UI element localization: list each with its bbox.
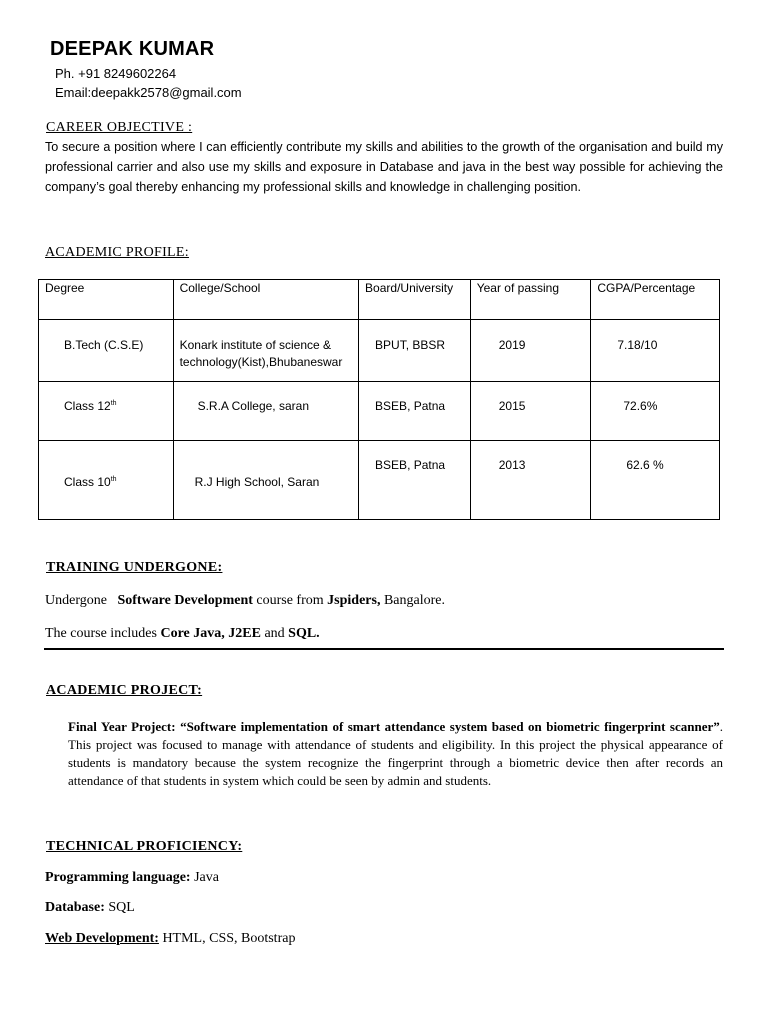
career-objective-heading: CAREER OBJECTIVE :	[46, 120, 193, 135]
candidate-name: DEEPAK KUMAR	[50, 38, 215, 60]
academic-profile-table	[38, 279, 720, 520]
college-cell: S.R.A College, saran	[197, 399, 309, 413]
table-header-row	[39, 280, 720, 320]
year-cell: 2015	[498, 399, 526, 413]
board-cell: BSEB, Patna	[375, 399, 446, 413]
career-objective-text: To secure a position where I can efficiently contribute my skills and abilities to the growth of the organisation and build my professional carrier and also use my skills and exposure in Database and java in the best way possible for achieving the company’s goal thereby enhancing my professional skills and knowledge in challenging position.	[45, 140, 723, 194]
college-cell: R.J High School, Saran	[194, 475, 320, 489]
section-divider	[44, 648, 724, 650]
degree-cell: Class 10th	[64, 475, 117, 489]
board-cell: BSEB, Patna	[375, 458, 446, 472]
degree-cell: B.Tech (C.S.E)	[64, 338, 144, 352]
column-header-college: College/School	[179, 281, 261, 295]
tech-item-web: Web Development: HTML, CSS, Bootstrap	[45, 931, 296, 946]
technical-proficiency-heading: TECHNICAL PROFICIENCY:	[46, 839, 243, 854]
column-header-board: Board/University	[365, 281, 454, 295]
academic-project-heading: ACADEMIC PROJECT:	[46, 683, 203, 698]
table-row	[39, 382, 720, 441]
email-address: Email:deepakk2578@gmail.com	[55, 85, 242, 100]
training-line-1: Undergone Software Development course from Jspiders, Bangalore.	[45, 593, 445, 608]
column-header-year: Year of passing	[476, 281, 560, 295]
college-cell-line2: technology(Kist),Bhubaneswar	[179, 355, 343, 369]
score-cell: 7.18/10	[617, 338, 658, 352]
score-cell: 72.6%	[623, 399, 658, 413]
column-header-degree: Degree	[45, 281, 85, 295]
training-line-2: The course includes Core Java, J2EE and SQL.	[45, 626, 320, 641]
year-cell: 2019	[498, 338, 526, 352]
phone-number: Ph. +91 8249602264	[55, 66, 177, 81]
score-cell: 62.6 %	[626, 458, 664, 472]
academic-project-text: Final Year Project: “Software implementation of smart attendance system based on biometric fingerprint scanner”. This project was focused to manage with attendance of students and eligibility. In this project the physical appearance of students is mandatory because the system recognize the fingerprint through a biometric device then after records an attendance of that students in system which could be seen by admin and students.	[68, 719, 724, 788]
column-header-score: CGPA/Percentage	[597, 281, 696, 295]
tech-item-database: Database: SQL	[45, 900, 135, 915]
college-cell-line1: Konark institute of science &	[179, 338, 332, 352]
academic-profile-heading: ACADEMIC PROFILE:	[45, 245, 189, 260]
training-heading: TRAINING UNDERGONE:	[46, 560, 223, 575]
year-cell: 2013	[498, 458, 526, 472]
board-cell: BPUT, BBSR	[375, 338, 446, 352]
degree-cell: Class 12th	[64, 399, 117, 413]
tech-item-programming: Programming language: Java	[45, 870, 219, 885]
table-row	[39, 441, 720, 520]
table-row	[39, 320, 720, 382]
